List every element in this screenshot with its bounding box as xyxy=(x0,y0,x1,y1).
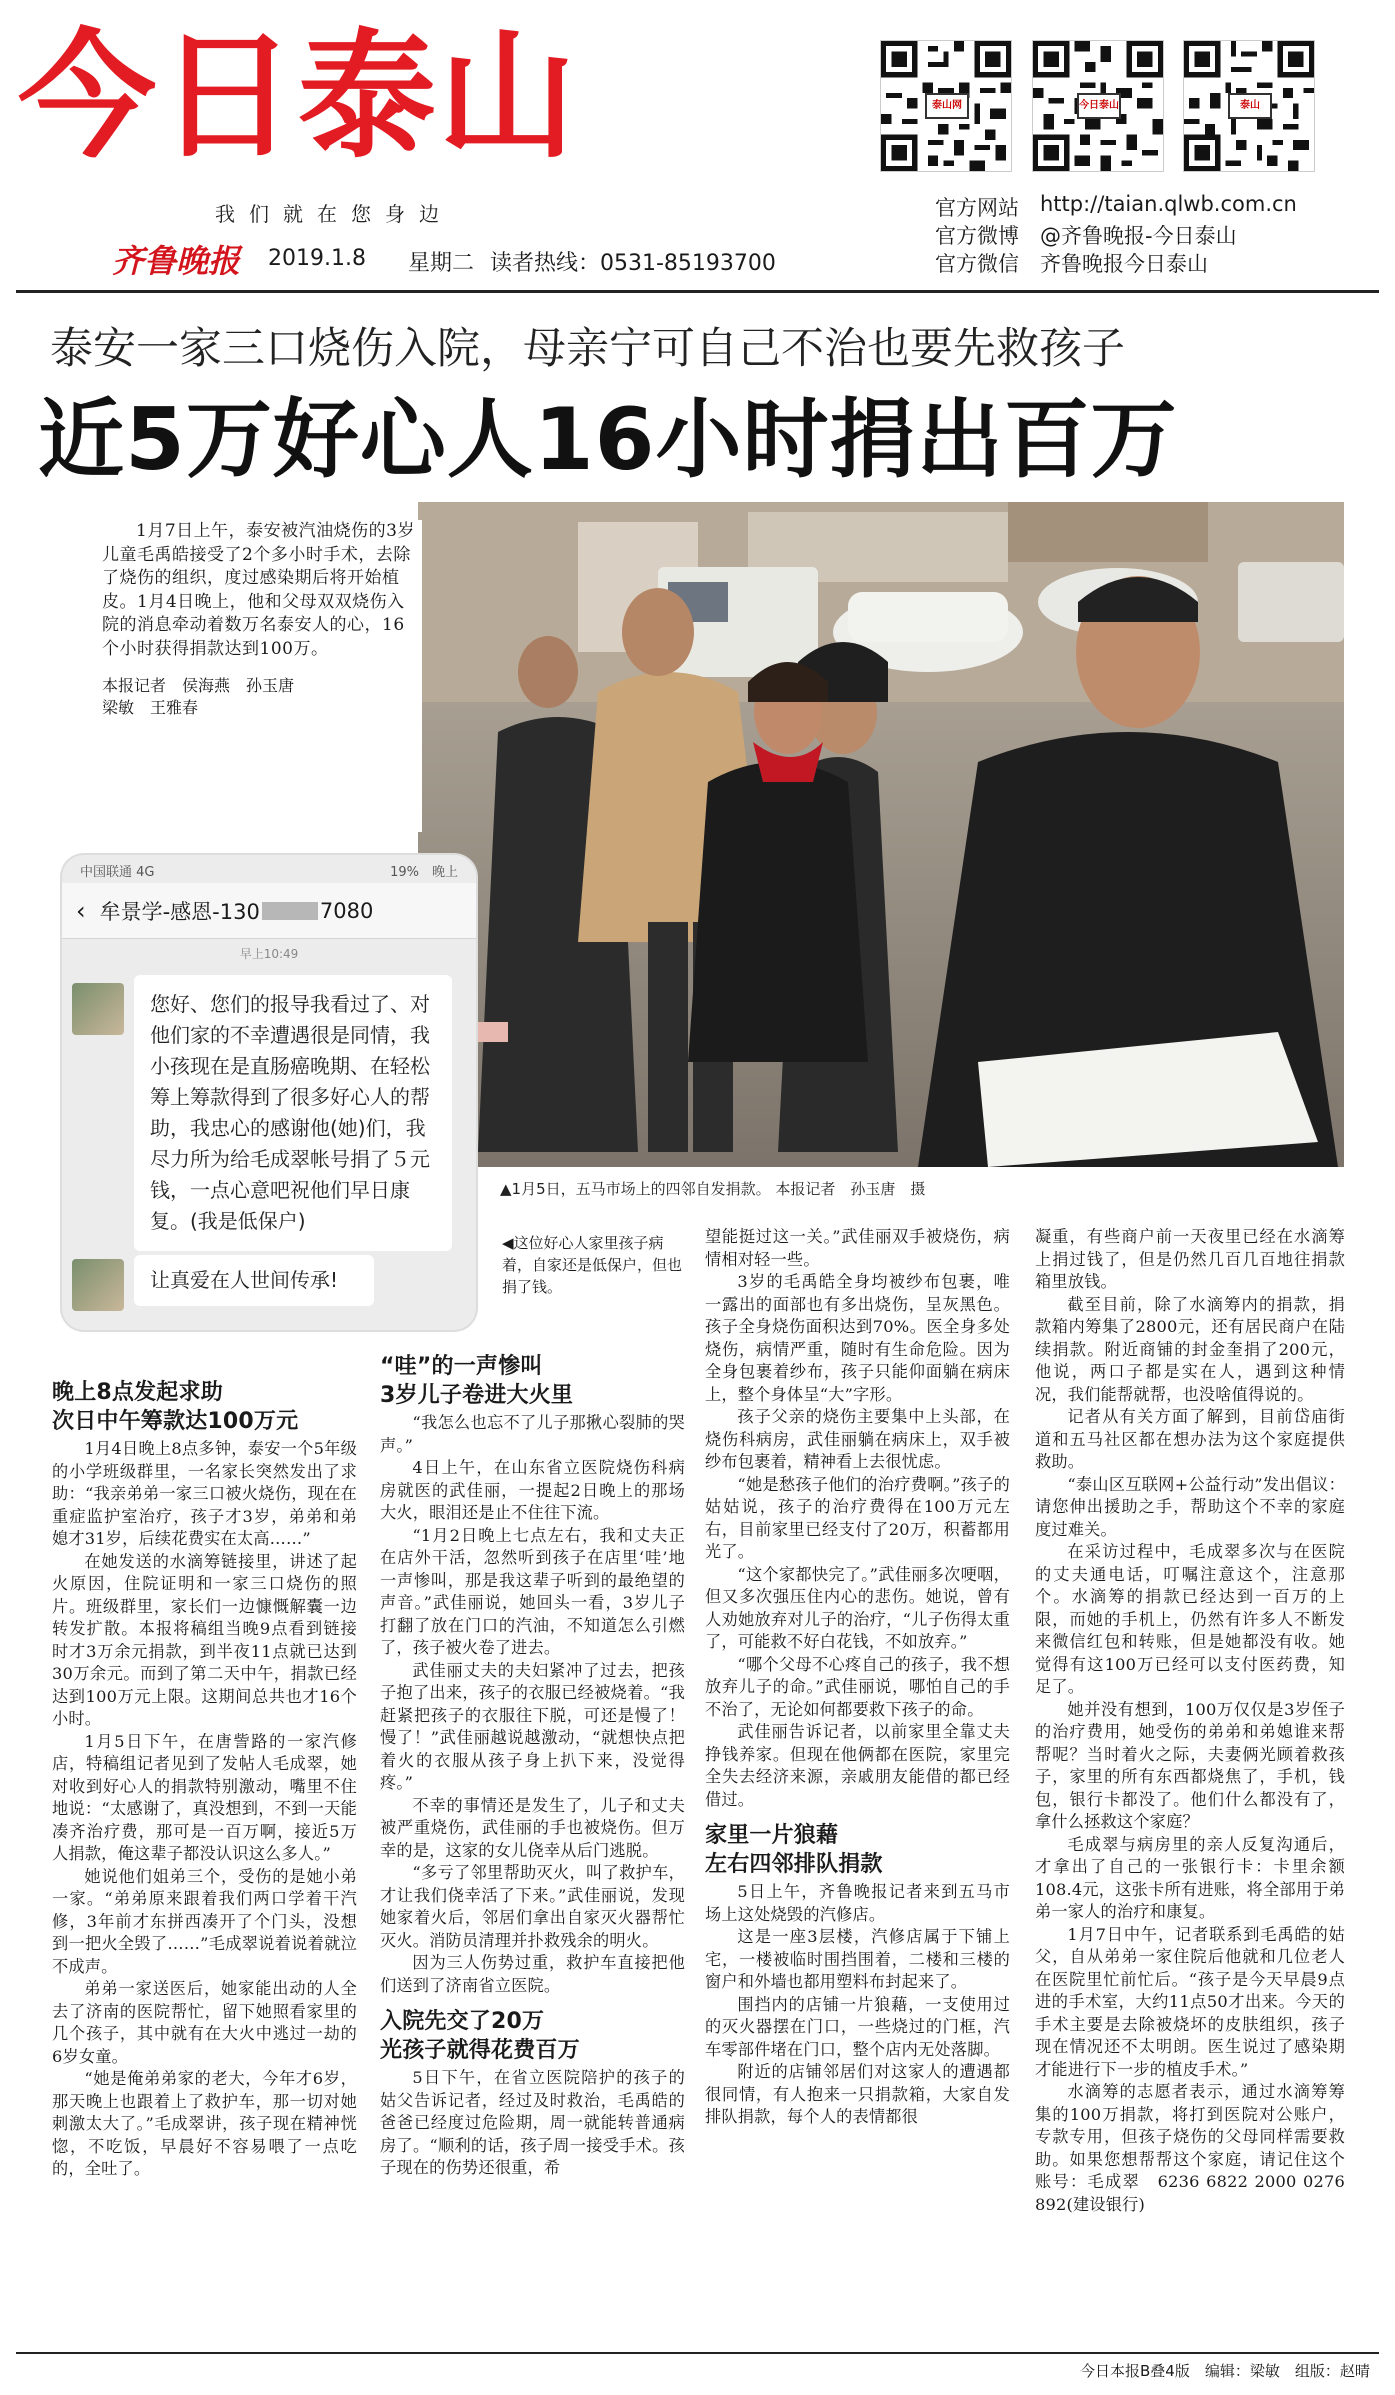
contact-label: 官方微信 xyxy=(935,252,1019,276)
section-heading: 家里一片狼藉 xyxy=(705,1823,839,1848)
article-column-1 xyxy=(52,1372,357,2181)
section-heading: “哇”的一声惨叫 xyxy=(380,1354,543,1379)
paragraph: “这个家都快完了。”武佳丽多次哽咽，但又多次强压住内心的悲伤。她说，曾有人劝她放弃对儿子的治疗，“儿子伤得太重了，可能救不好白花钱，不如放弃。” xyxy=(705,1564,1010,1651)
paragraph: 记者从有关方面了解到，目前岱庙街道和五马社区都在想办法为这个家庭提供救助。 xyxy=(1035,1407,1345,1471)
paragraph: 不幸的事情还是发生了，儿子和丈夫被严重烧伤，武佳丽的手也被烧伤。但万幸的是，这家的女儿侥幸从后门逃脱。 xyxy=(380,1795,685,1860)
byline xyxy=(102,675,422,719)
chat-header xyxy=(62,883,476,939)
publication-weekday: 星期二 xyxy=(408,251,475,276)
qr-code-icon xyxy=(1183,40,1315,172)
qr-code-icon xyxy=(1032,40,1164,172)
article-intro xyxy=(102,520,422,832)
paragraph: “哪个父母不心疼自己的孩子，我不想放弃儿子的命。”武佳丽说，哪怕自己的手不治了，无论如何都要救下孩子的命。 xyxy=(705,1654,1010,1719)
paragraph: 凝重，有些商户前一天夜里已经在水滴筹上捐过钱了，但是仍然几百几百地往捐款箱里放钱。 xyxy=(1035,1227,1345,1291)
paragraph: “泰山区互联网+公益行动”发出倡议：请您伸出援助之手，帮助这个不幸的家庭度过难关。 xyxy=(1035,1474,1345,1539)
paragraph: “她是俺弟弟家的老大，今年才6岁，那天晚上也跟着上了救护车，那一切对她刺激太大了。”毛成翠讲，孩子现在精神恍惚，不吃饭，早晨好不容易喂了一点吃的，全吐了。 xyxy=(52,2069,357,2178)
paragraph: 围挡内的店铺一片狼藉，一支使用过的灭火器摆在门口，一些烧过的门框，汽车零部件堵在门口，整个店内无处落脚。 xyxy=(705,1994,1010,2059)
paragraph: “我怎么也忘不了儿子那揪心裂肺的哭声。” xyxy=(380,1413,685,1455)
phone-caption: ◀这位好心人家里孩子病着，自家还是低保户，但也捐了钱。 xyxy=(502,1234,683,1296)
paragraph: 4日上午，在山东省立医院烧伤科病房就医的武佳丽，一提起2日晚上的那场大火，眼泪还是止不住往下流。 xyxy=(380,1458,685,1522)
contact-label: 官方微博 xyxy=(935,224,1019,248)
chat-message: 让真爱在人世间传承! xyxy=(134,1255,374,1306)
back-arrow-icon[interactable]: ‹ xyxy=(76,896,86,925)
paragraph: 毛成翠与病房里的亲人反复沟通后，才拿出了自己的一张银行卡：卡里余额108.4元，这张卡所有进账，将全部用于弟弟一家人的治疗和康复。 xyxy=(1035,1834,1345,1921)
paragraph: 截至目前，除了水滴筹内的捐款，捐款箱内筹集了2800元，还有居民商户在陆续捐款。附近商铺的封金奎捐了200元，他说，两口子都是实在人，遇到这种情况，我们能帮就帮，也没啥值得说的。 xyxy=(1035,1294,1345,1404)
paragraph: “她是愁孩子他们的治疗费啊。”孩子的姑姑说，孩子的治疗费得在100万元左右，目前家里已经支付了20万，积蓄都用光了。 xyxy=(705,1474,1010,1561)
phone-screenshot xyxy=(62,855,476,1330)
paragraph: 1月7日中午，记者联系到毛禹皓的姑父，自从弟弟一家住院后他就和几位老人在医院里忙前忙后。“孩子是今天早晨9点进的手术室，大约11点50才出来。今天的手术主要是去除被烧坏的皮肤组织，孩子现在情况还不太明朗。医生说过了感染期才能进行下一步的植皮手术。” xyxy=(1035,1924,1345,2079)
section-heading: 晚上8点发起求助 xyxy=(52,1380,223,1405)
section-heading: 光孩子就得花费百万 xyxy=(380,2038,580,2063)
paragraph: 3岁的毛禹皓全身均被纱布包裹，唯一露出的面部也有多出烧伤，呈灰黑色。孩子全身烧伤面积达到70%。医全身多处烧伤，病情严重，随时有生命危险。因为全身包裹着纱布，孩子只能仰面躺在病床上，整个身体呈“大”字形。 xyxy=(705,1272,1010,1404)
paragraph: 在她发送的水滴筹链接里，讲述了起火原因，住院证明和一家三口烧伤的照片。班级群里，家长们一边慷慨解囊一边转发扩散。本报将稿组当晚9点看到链接时才3万余元捐款，到半夜11点就已达到30万余元。而到了第二天中午，捐款已经达到100万元上限。这期间总共也才16个小时。 xyxy=(52,1551,357,1728)
paragraph: 她并没有想到，100万仅仅是3岁侄子的治疗费用，她受伤的弟弟和弟媳谁来帮帮呢？当时着火之际，夫妻俩光顾着救孩子，家里的所有东西都烧焦了，手机，钱包，银行卡都没了。他们什么都没有了，拿什么拯救这个家庭？ xyxy=(1035,1699,1345,1831)
byline-line: 本报记者 侯海燕 孙玉唐 xyxy=(102,676,295,695)
paragraph: 在采访过程中，毛成翠多次与在医院的丈夫通电话，叮嘱注意这个，注意那个。水滴筹的捐款已经达到一百万的上限，而她的手机上，仍然有许多人不断发来微信红包和转账，但是她都没有收。她觉得有这100万已经可以支付医药费，知足了。 xyxy=(1035,1542,1345,1696)
qr-label: 今日泰山 xyxy=(1077,93,1121,119)
official-website-link[interactable]: http://taian.qlwb.com.cn xyxy=(1040,192,1297,216)
paragraph: 1月5日下午，在唐訾路的一家汽修店，特稿组记者见到了发帖人毛成翠，她对收到好心人的捐款特别激动，嘴里不住地说：“太感谢了，真没想到，不到一天能凑齐治疗费，那可是一百万啊，接近5万人捐款，俺这辈子都没认识这么多人。” xyxy=(52,1731,357,1863)
paragraph: 孩子父亲的烧伤主要集中上头部，在烧伤科病房，武佳丽躺在病床上，双手被纱布包裹着，精神看上去很忧虑。 xyxy=(705,1407,1010,1471)
redaction-block xyxy=(262,902,318,920)
article-column-4 xyxy=(1035,1226,1345,2216)
section-heading: 入院先交了20万 xyxy=(380,2009,545,2034)
carrier-status: 中国联通 4G xyxy=(80,865,155,880)
intro-text: 1月7日上午，泰安被汽油烧伤的3岁儿童毛禹皓接受了2个多小时手术，去除了烧伤的组织，度过感染期后将开始植皮。1月4日晚上，他和父母双双烧伤入院的消息牵动着数万名泰安人的心，16个小时获得捐款达到100万。 xyxy=(102,521,415,659)
news-photo xyxy=(418,502,1344,1167)
paper-logo: 齐鲁晚报 xyxy=(112,242,241,280)
official-wechat: 齐鲁晚报今日泰山 xyxy=(1040,252,1208,276)
section-heading: 3岁儿子卷进大火里 xyxy=(380,1383,574,1408)
chat-message: 您好、您们的报导我看过了、对他们家的不幸遭遇很是同情，我小孩现在是直肠癌晚期、在轻松筹上筹款得到了很多好心人的帮助，我忠心的感谢他(她)们，我尽力所为给毛成翠帐号捐了５元钱，一点心意吧祝他们早日康复。(我是低保户) xyxy=(134,975,452,1251)
article-subheadline: 泰安一家三口烧伤入院，母亲宁可自己不治也要先救孩子 xyxy=(50,324,1125,374)
footer-divider xyxy=(16,2352,1379,2354)
contact-label: 官方网站 xyxy=(935,196,1019,220)
section-heading: 次日中午筹款达100万元 xyxy=(52,1409,299,1434)
article-column-3 xyxy=(705,1226,1010,2129)
chat-timestamp: 早上10:49 xyxy=(239,947,299,961)
section-heading: 左右四邻排队捐款 xyxy=(705,1852,883,1877)
paragraph: 弟弟一家送医后，她家能出动的人全去了济南的医院帮忙，留下她照看家里的几个孩子，其中就有在大火中逃过一劫的6岁女童。 xyxy=(52,1979,357,2066)
paragraph: 水滴筹的志愿者表示，通过水滴筹筹集的100万捐款，将打到医院对公账户，专款专用，但孩子烧伤的父母同样需要救助。如果您想帮帮这个家庭，请记住这个账号：毛成翠 6236 6822 2000 0276 892(建设银行) xyxy=(1035,2082,1345,2214)
reader-hotline: 读者热线：0531-85193700 xyxy=(490,251,776,276)
chat-contact-tail: 7080 xyxy=(319,898,374,923)
byline-line: 梁敏 王雅春 xyxy=(102,698,199,717)
page-footer: 今日本报B叠4版 编辑：梁敏 组版：赵晴 xyxy=(1080,2362,1370,2380)
phone-status-bar xyxy=(62,855,476,883)
qr-code-icon xyxy=(880,40,1012,172)
paragraph: 她说他们姐弟三个，受伤的是她小弟一家。“弟弟原来跟着我们两口学着干汽修，3年前才东拼西凑开了个门头，没想到一把火全毁了……”毛成翠说着说着就泣不成声。 xyxy=(52,1866,357,1976)
masthead-title: 今日泰山 xyxy=(18,16,579,177)
paragraph: 武佳丽丈夫的夫妇紧冲了过去，把孩子抱了出来，孩子的衣服已经被烧着。“我赶紧把孩子的衣服往下脱，可还是慢了！慢了！”武佳丽越说越激动，“就想快点把着火的衣服从孩子身上扒下来，没觉得疼。” xyxy=(380,1660,685,1792)
paragraph: 5日上午，齐鲁晚报记者来到五马市场上这处烧毁的汽修店。 xyxy=(705,1882,1010,1924)
article-headline: 近5万好心人16小时捐出百万 xyxy=(38,390,1178,490)
qr-label: 泰山网 xyxy=(925,93,969,119)
avatar xyxy=(72,1259,124,1311)
photo-caption: ▲1月5日，五马市场上的四邻自发捐款。 本报记者 孙玉唐 摄 xyxy=(500,1180,926,1198)
paragraph: 1月4日晚上8点多钟，泰安一个5年级的小学班级群里，一名家长突然发出了求助：“我亲弟弟一家三口被火烧伤，现在在重症监护室治疗，孩子才3岁，弟弟和弟媳才31岁，后续花费实在太高……” xyxy=(52,1439,357,1548)
battery-status: 19% 晚上 xyxy=(390,865,458,880)
paragraph: 附近的店铺邻居们对这家人的遭遇都很同情，有人抱来一只捐款箱，大家自发排队捐款，每个人的表情都很 xyxy=(705,2062,1010,2126)
paragraph: 因为三人伤势过重，救护车直接把他们送到了济南省立医院。 xyxy=(380,1953,685,1995)
article-column-2 xyxy=(380,1346,685,2180)
paragraph: 望能挺过这一关。”武佳丽双手被烧伤，病情相对轻一些。 xyxy=(705,1227,1010,1269)
official-weibo: @齐鲁晚报-今日泰山 xyxy=(1040,224,1237,248)
chat-contact-name: 牟景学-感恩-130 xyxy=(99,899,260,924)
masthead-slogan: 我们就在您身边 xyxy=(215,202,453,226)
masthead-divider xyxy=(16,290,1379,293)
qr-label: 泰山 xyxy=(1228,93,1272,119)
paragraph: “1月2日晚上七点左右，我和丈夫正在店外干活，忽然听到孩子在店里‘哇’地一声惨叫，那是我这辈子听到的最绝望的声音。”武佳丽说，她回头一看，3岁儿子打翻了放在门口的汽油，不知道怎么引燃了，孩子被火卷了进去。 xyxy=(380,1525,685,1657)
publication-date: 2019.1.8 xyxy=(268,246,366,271)
paragraph: “多亏了邻里帮助灭火，叫了救护车，才让我们侥幸活了下来。”武佳丽说，发现她家着火后，邻居们拿出自家灭火器帮忙灭火。消防员清理并扑救残余的明火。 xyxy=(380,1863,685,1950)
avatar xyxy=(72,983,124,1035)
paragraph: 5日下午，在省立医院陪护的孩子的姑父告诉记者，经过及时救治，毛禹皓的爸爸已经度过危险期，周一就能转普通病房了。“顺利的话，孩子周一接受手术。孩子现在的伤势还很重，希 xyxy=(380,2068,685,2177)
paragraph: 这是一座3层楼，汽修店属于下铺上宅，一楼被临时围挡围着，二楼和三楼的窗户和外墙也都用塑料布封起来了。 xyxy=(705,1927,1010,1991)
paragraph: 武佳丽告诉记者，以前家里全靠丈夫挣钱养家。但现在他俩都在医院，家里完全失去经济来源，亲戚朋友能借的都已经借过。 xyxy=(705,1722,1010,1809)
